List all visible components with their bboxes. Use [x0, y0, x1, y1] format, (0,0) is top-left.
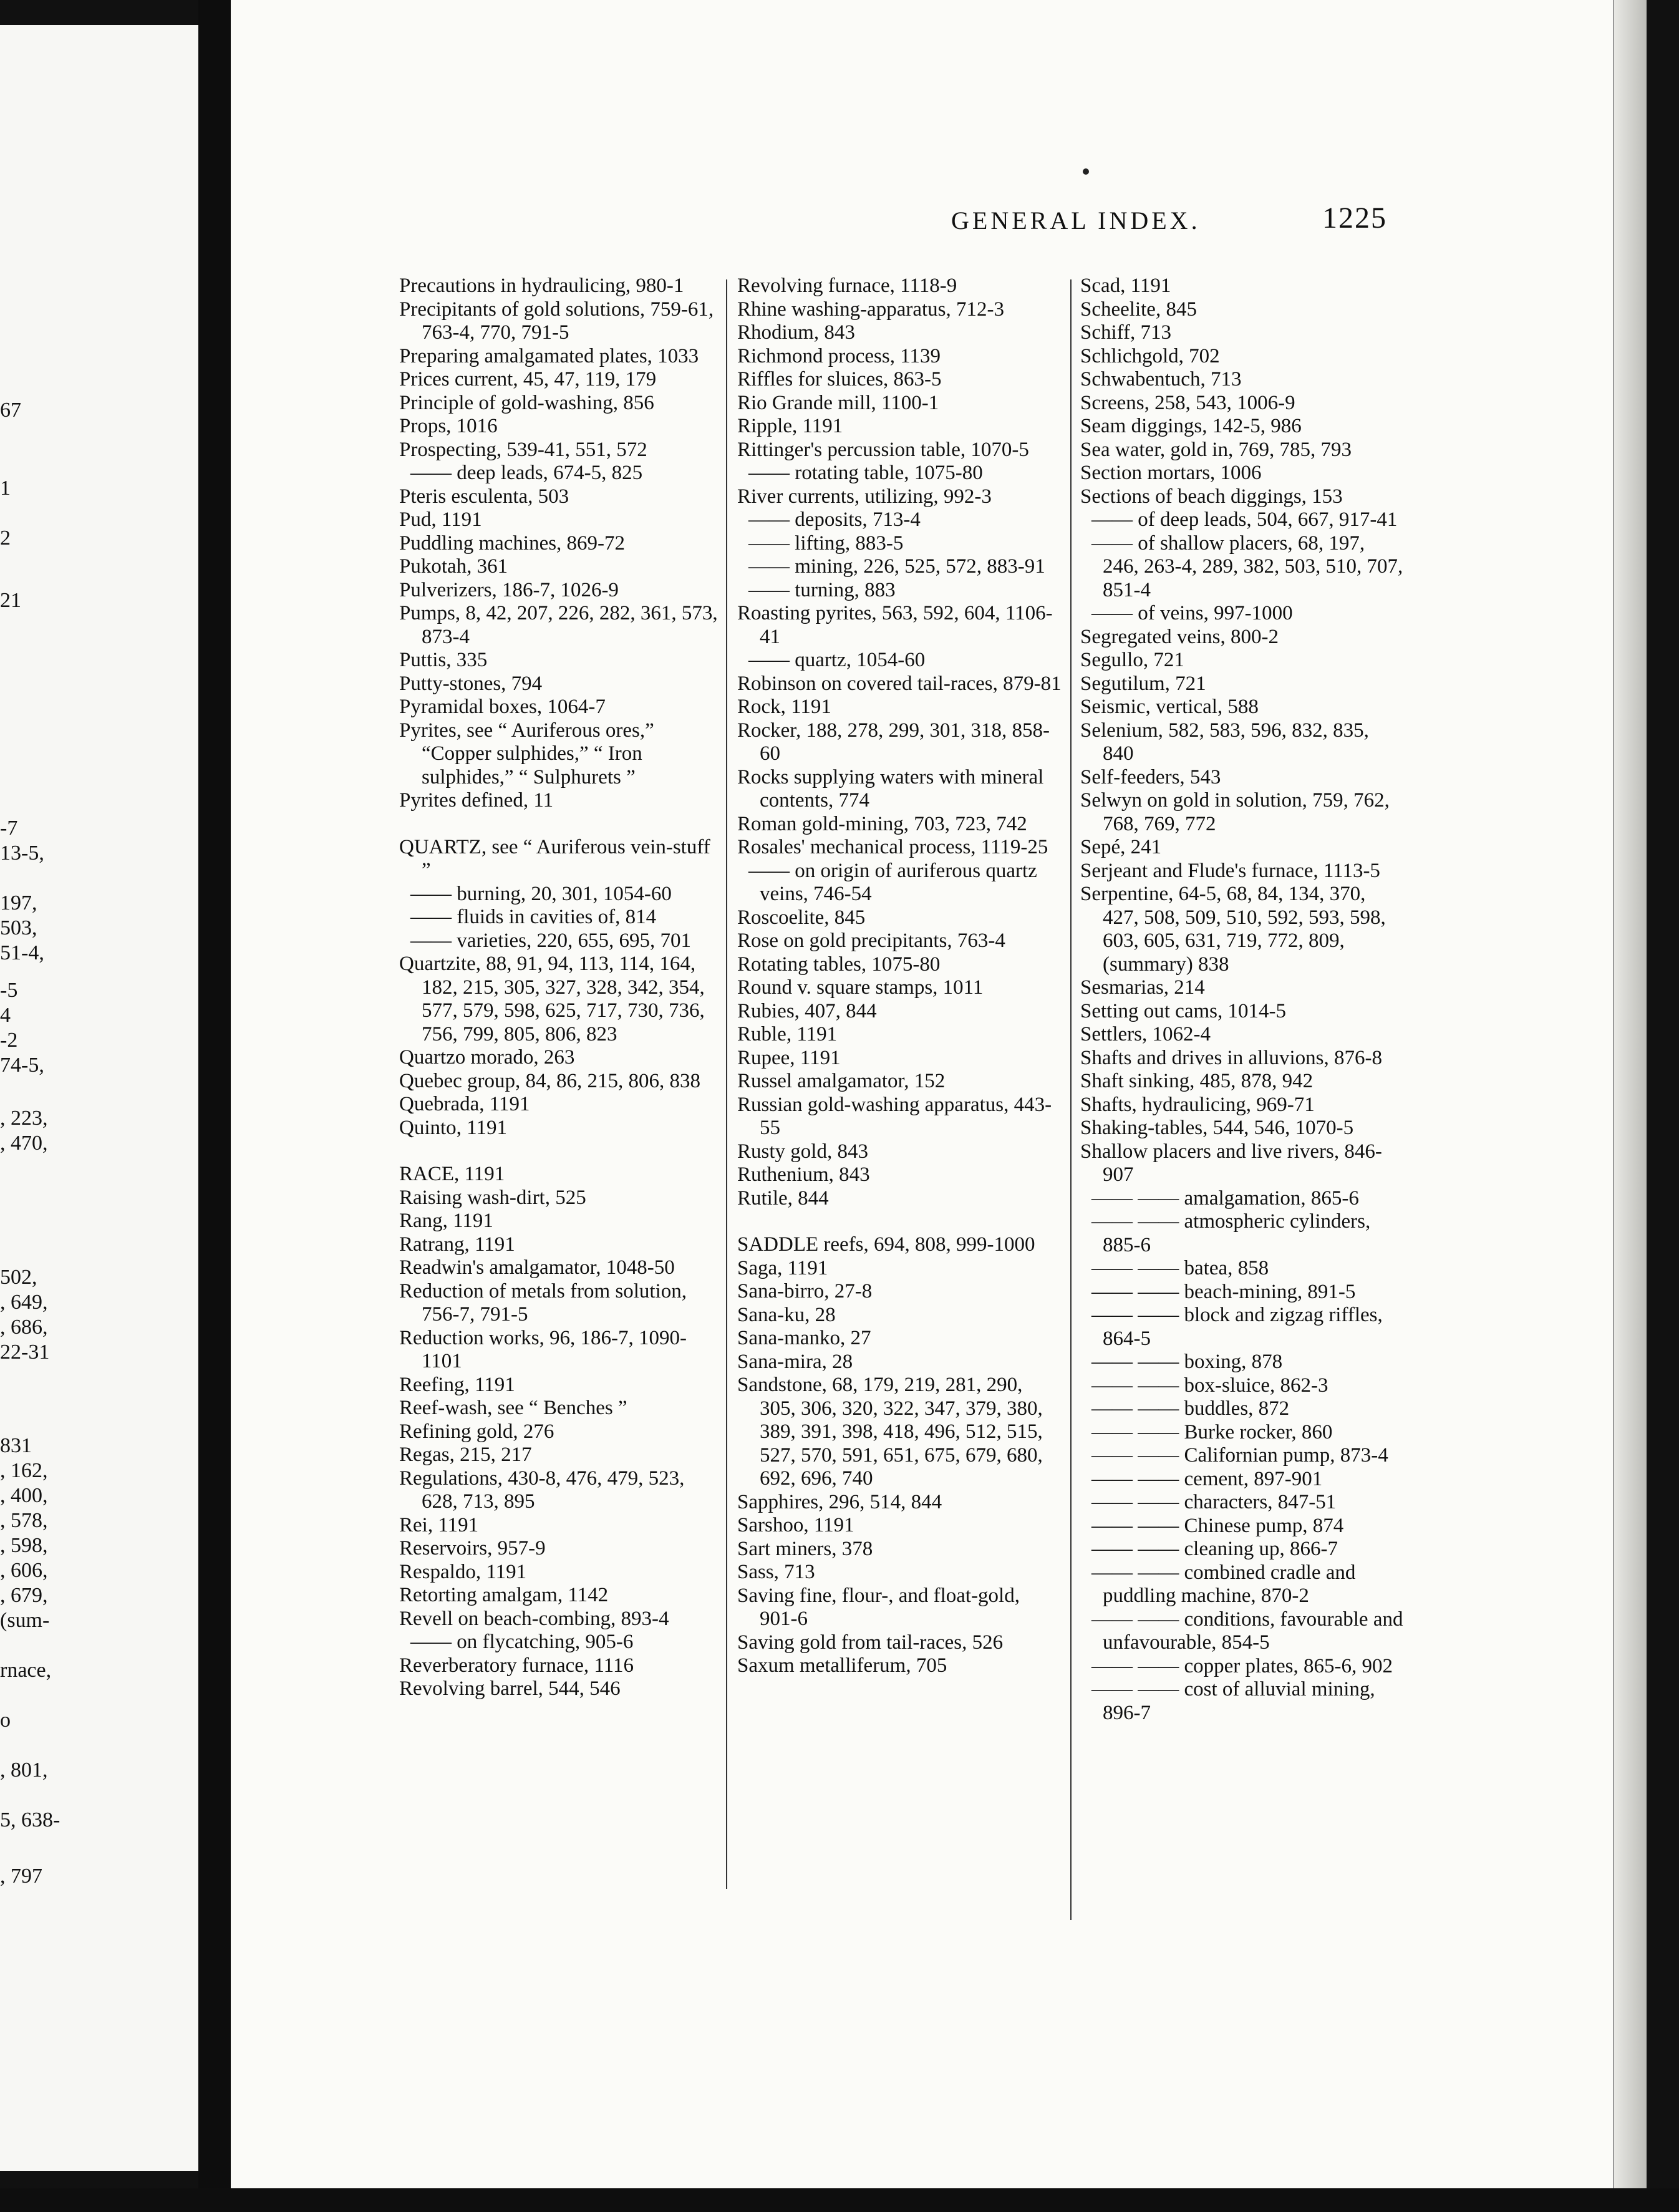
index-entry: Puddling machines, 869-72 — [399, 531, 626, 555]
index-entry: Ripple, 1191 — [737, 415, 843, 437]
index-entry: —— —— cost of alluvial mining, 896-7 — [1091, 1678, 1375, 1724]
index-entry: —— —— conditions, favourable and unfavourable, 854-5 — [1091, 1608, 1403, 1654]
index-entry: Shafts and drives in alluvions, 876-8 — [1080, 1046, 1382, 1069]
index-entry: Segullo, 721 — [1080, 649, 1184, 671]
index-entry: Richmond process, 1139 — [737, 344, 941, 367]
index-entry: Sesmarias, 214 — [1080, 976, 1205, 999]
index-entry: Quebrada, 1191 — [399, 1093, 530, 1115]
index-entry: Ruthenium, 843 — [737, 1163, 870, 1186]
index-entry: SADDLE reefs, 694, 808, 999-1000 — [737, 1233, 1035, 1256]
index-entry: Rotating tables, 1075-80 — [737, 953, 941, 976]
index-entry: Riffles for sluices, 863-5 — [737, 368, 942, 390]
left-page-fragment: 2 — [0, 526, 11, 550]
index-entry: Quartzo morado, 263 — [399, 1046, 575, 1069]
index-entry: Revolving barrel, 544, 546 — [399, 1677, 621, 1700]
index-entry: —— —— buddles, 872 — [1091, 1397, 1290, 1420]
index-entry: Respaldo, 1191 — [399, 1560, 527, 1583]
index-entry: —— mining, 226, 525, 572, 883-91 — [748, 555, 1045, 578]
index-entry: Self-feeders, 543 — [1080, 765, 1221, 788]
index-entry: Segregated veins, 800-2 — [1080, 625, 1279, 648]
index-entry: —— on flycatching, 905-6 — [410, 1631, 634, 1653]
index-entry: —— —— batea, 858 — [1091, 1257, 1269, 1279]
left-page-edge — [0, 25, 200, 2171]
index-entry: Sart miners, 378 — [737, 1537, 873, 1560]
index-entry: —— —— amalgamation, 865-6 — [1091, 1186, 1359, 1210]
index-entry: Retorting amalgam, 1142 — [399, 1584, 609, 1606]
index-entry: Scad, 1191 — [1080, 274, 1171, 297]
index-entry: Rusty gold, 843 — [737, 1140, 868, 1163]
index-entry: Russian gold-washing apparatus, 443-55 — [737, 1093, 1052, 1139]
left-page-fragment: rnace, — [0, 1659, 52, 1682]
column-rule — [726, 279, 727, 1889]
left-page-fragment: , 801, — [0, 1758, 48, 1782]
index-entry: Reduction of metals from solution, 756-7, 791-5 — [399, 1279, 687, 1326]
left-page-fragment: , 400, — [0, 1484, 48, 1507]
index-entry: —— of shallow placers, 68, 197, 246, 263-4, 289, 382, 503, 510, 707, 851-4 — [1091, 531, 1403, 601]
index-entry: Rose on gold precipitants, 763-4 — [737, 929, 1005, 952]
index-entry: Pyrites, see “ Auriferous ores,” “Copper sulphides,” “ Iron sulphides,” “ Sulphurets ” — [399, 719, 654, 788]
index-column-2 — [737, 274, 1062, 1678]
index-entry: Round v. square stamps, 1011 — [737, 976, 984, 999]
index-entry: —— lifting, 883-5 — [748, 531, 904, 555]
index-entry: Reduction works, 96, 186-7, 1090-1101 — [399, 1326, 687, 1372]
index-entry: —— quartz, 1054-60 — [748, 649, 926, 671]
index-entry: —— —— atmospheric cylinders, 885-6 — [1091, 1210, 1371, 1256]
index-entry: Reef-wash, see “ Benches ” — [399, 1397, 627, 1419]
index-entry: —— of deep leads, 504, 667, 917-41 — [1091, 508, 1398, 531]
index-entry: Regulations, 430-8, 476, 479, 523, 628, 713, 895 — [399, 1467, 685, 1513]
index-entry: Pyrites defined, 11 — [399, 789, 554, 812]
index-entry: Sarshoo, 1191 — [737, 1514, 854, 1536]
index-entry: River currents, utilizing, 992-3 — [737, 485, 992, 508]
index-entry: Selenium, 582, 583, 596, 832, 835, 840 — [1080, 719, 1369, 765]
index-entry: —— on origin of auriferous quartz veins, 746-54 — [748, 859, 1037, 905]
index-entry: Precipitants of gold solutions, 759-61, 763-4, 770, 791-5 — [399, 298, 714, 344]
index-entry: Reverberatory furnace, 1116 — [399, 1654, 634, 1677]
index-entry: Rosales' mechanical process, 1119-25 — [737, 836, 1048, 858]
index-entry: —— —— block and zigzag riffles, 864-5 — [1091, 1304, 1383, 1350]
index-entry: Sana-birro, 27-8 — [737, 1280, 873, 1302]
index-entry: Roasting pyrites, 563, 592, 604, 1106-41 — [737, 602, 1053, 648]
left-page-fragment: 197, — [0, 891, 37, 914]
ink-speck — [1083, 168, 1089, 175]
left-page-fragment: (sum- — [0, 1609, 50, 1632]
index-entry: Saga, 1191 — [737, 1256, 828, 1279]
column-rule — [1070, 279, 1072, 1920]
index-entry: —— —— cement, 897-901 — [1091, 1467, 1323, 1490]
index-entry: Reservoirs, 957-9 — [399, 1537, 546, 1560]
index-entry: —— turning, 883 — [748, 578, 896, 601]
index-entry: Serpentine, 64-5, 68, 84, 134, 370, 427, 508, 509, 510, 592, 593, 598, 603, 605, 631, 719, 772, 809, (summary) 838 — [1080, 883, 1386, 976]
index-entry: Schlichgold, 702 — [1080, 344, 1220, 367]
index-section-gap — [737, 1210, 1062, 1233]
index-entry: Robinson on covered tail-races, 879-81 — [737, 672, 1062, 695]
left-page-fragment: 1 — [0, 477, 11, 500]
index-entry: Rio Grande mill, 1100-1 — [737, 391, 939, 414]
index-entry: Rang, 1191 — [399, 1210, 493, 1232]
left-page-fragment: , 578, — [0, 1509, 48, 1532]
left-page-fragment: 51-4, — [0, 941, 44, 964]
index-entry: Rutile, 844 — [737, 1186, 829, 1210]
index-entry: Revell on beach-combing, 893-4 — [399, 1607, 669, 1630]
index-entry: Roscoelite, 845 — [737, 906, 866, 929]
index-entry: Segutilum, 721 — [1080, 672, 1206, 695]
index-entry: RACE, 1191 — [399, 1163, 505, 1185]
index-entry: Quinto, 1191 — [399, 1116, 507, 1139]
index-entry: Shaft sinking, 485, 878, 942 — [1080, 1070, 1314, 1092]
index-entry: Saving gold from tail-races, 526 — [737, 1631, 1004, 1654]
index-entry: Revolving furnace, 1118-9 — [737, 274, 957, 297]
scan-bottom-border — [0, 2188, 1679, 2212]
index-entry: Rupee, 1191 — [737, 1046, 841, 1069]
index-entry: Shafts, hydraulicing, 969-71 — [1080, 1093, 1315, 1116]
left-page-fragment: , 598, — [0, 1534, 48, 1557]
left-page-fragment: , 223, — [0, 1107, 48, 1130]
index-column-1 — [399, 274, 723, 1701]
left-page-fragment: 4 — [0, 1004, 11, 1027]
index-entry: Ratrang, 1191 — [399, 1233, 515, 1256]
index-column-3 — [1080, 274, 1405, 1725]
index-entry: Reefing, 1191 — [399, 1373, 515, 1396]
index-entry: Sana-manko, 27 — [737, 1327, 871, 1349]
index-entry: Precautions in hydraulicing, 980-1 — [399, 274, 684, 297]
left-page-fragment: , 679, — [0, 1584, 48, 1607]
index-entry: —— —— Californian pump, 873-4 — [1091, 1444, 1388, 1467]
index-entry: Putty-stones, 794 — [399, 672, 543, 695]
index-entry: Pulverizers, 186-7, 1026-9 — [399, 578, 619, 601]
index-entry: Props, 1016 — [399, 415, 498, 437]
index-entry: —— —— copper plates, 865-6, 902 — [1091, 1654, 1393, 1677]
left-page-fragment: -5 — [0, 979, 18, 1002]
index-entry: —— of veins, 997-1000 — [1091, 602, 1293, 624]
index-entry: Setting out cams, 1014-5 — [1080, 999, 1286, 1022]
index-entry: Rittinger's percussion table, 1070-5 — [737, 438, 1029, 461]
index-entry: Regas, 215, 217 — [399, 1443, 532, 1466]
index-entry: Quebec group, 84, 86, 215, 806, 838 — [399, 1069, 701, 1092]
index-entry: —— —— characters, 847-51 — [1091, 1491, 1337, 1513]
left-page-fragment: , 162, — [0, 1459, 48, 1482]
index-entry: Roman gold-mining, 703, 723, 742 — [737, 812, 1027, 835]
index-entry: Seismic, vertical, 588 — [1080, 696, 1259, 718]
index-entry: —— —— combined cradle and puddling machine, 870-2 — [1091, 1561, 1356, 1607]
index-entry: Russel amalgamator, 152 — [737, 1070, 946, 1092]
index-entry: —— fluids in cavities of, 814 — [410, 906, 657, 928]
index-entry: —— —— beach-mining, 891-5 — [1091, 1280, 1356, 1303]
index-entry: Shallow placers and live rivers, 846-907 — [1080, 1140, 1382, 1186]
left-page-fragment: , 470, — [0, 1132, 48, 1155]
index-entry: —— —— Chinese pump, 874 — [1091, 1514, 1344, 1537]
index-entry: Rei, 1191 — [399, 1513, 479, 1536]
index-entry: —— burning, 20, 301, 1054-60 — [410, 882, 672, 905]
index-entry: Pyramidal boxes, 1064-7 — [399, 696, 606, 718]
left-page-fragment: 21 — [0, 589, 21, 612]
index-entry: Settlers, 1062-4 — [1080, 1023, 1211, 1045]
index-entry: Selwyn on gold in solution, 759, 762, 768, 769, 772 — [1080, 789, 1390, 835]
index-entry: Sass, 713 — [737, 1561, 815, 1583]
left-page-fragment: o — [0, 1709, 11, 1732]
index-entry: Readwin's amalgamator, 1048-50 — [399, 1256, 675, 1279]
index-entry: Saxum metalliferum, 705 — [737, 1654, 947, 1677]
index-entry: Rocker, 188, 278, 299, 301, 318, 858-60 — [737, 719, 1050, 765]
left-page-fragment: -2 — [0, 1029, 18, 1052]
index-entry: —— —— Burke rocker, 860 — [1091, 1420, 1333, 1443]
index-entry: Sea water, gold in, 769, 785, 793 — [1080, 438, 1352, 461]
index-entry: —— deposits, 713-4 — [748, 508, 921, 531]
index-entry: Scheelite, 845 — [1080, 298, 1197, 321]
index-entry: Sections of beach diggings, 153 — [1080, 485, 1343, 508]
index-entry: —— —— boxing, 878 — [1091, 1351, 1283, 1373]
index-entry: Refining gold, 276 — [399, 1420, 554, 1443]
index-entry: Preparing amalgamated plates, 1033 — [399, 344, 699, 367]
index-entry: Sepé, 241 — [1080, 836, 1162, 858]
index-entry: —— —— cleaning up, 866-7 — [1091, 1538, 1338, 1560]
left-page-fragment: 74-5, — [0, 1054, 44, 1077]
index-entry: Sana-ku, 28 — [737, 1303, 836, 1326]
index-entry: —— varieties, 220, 655, 695, 701 — [410, 929, 692, 952]
left-page-fragment: 22-31 — [0, 1341, 50, 1364]
index-section-gap — [399, 1140, 723, 1163]
left-page-fragment: 5, 638- — [0, 1808, 60, 1831]
running-head-title: GENERAL INDEX. — [951, 206, 1201, 235]
index-entry: Quartzite, 88, 91, 94, 113, 114, 164, 182, 215, 305, 327, 328, 342, 354, 577, 579, 598, 625, 717, 730, 736, 756, 799, 805, 806, 823 — [399, 953, 705, 1045]
index-entry: —— deep leads, 674-5, 825 — [410, 462, 643, 484]
index-entry: Rock, 1191 — [737, 696, 831, 718]
left-page-fragment: 503, — [0, 916, 37, 939]
index-entry: Seam diggings, 142-5, 986 — [1080, 415, 1302, 437]
book-gutter — [198, 0, 231, 2212]
index-entry: —— rotating table, 1075-80 — [748, 462, 983, 484]
index-entry: QUARTZ, see “ Auriferous vein-stuff ” — [399, 835, 710, 881]
index-entry: Ruble, 1191 — [737, 1023, 838, 1045]
index-entry: Rhine washing-apparatus, 712-3 — [737, 298, 1004, 321]
index-entry: Rhodium, 843 — [737, 321, 855, 344]
index-entry: Pteris esculenta, 503 — [399, 485, 569, 508]
index-entry: Principle of gold-washing, 856 — [399, 391, 654, 414]
index-entry: Puttis, 335 — [399, 649, 488, 671]
index-entry: —— —— box-sluice, 862-3 — [1091, 1374, 1328, 1397]
index-entry: Shaking-tables, 544, 546, 1070-5 — [1080, 1117, 1354, 1139]
index-section-gap — [399, 813, 723, 836]
index-entry: Prospecting, 539-41, 551, 572 — [399, 438, 647, 461]
index-entry: Schiff, 713 — [1080, 321, 1172, 344]
index-entry: Saving fine, flour-, and float-gold, 901-6 — [737, 1584, 1020, 1630]
index-entry: Screens, 258, 543, 1006-9 — [1080, 391, 1295, 414]
index-entry: Prices current, 45, 47, 119, 179 — [399, 368, 657, 390]
left-page-fragment: 67 — [0, 399, 21, 422]
index-entry: Section mortars, 1006 — [1080, 462, 1262, 484]
left-page-fragment: 831 — [0, 1434, 32, 1457]
left-page-fragment: 13-5, — [0, 842, 44, 865]
left-page-fragment: , 606, — [0, 1559, 48, 1582]
index-entry: Rocks supplying waters with mineral contents, 774 — [737, 765, 1044, 812]
index-page — [231, 0, 1647, 2212]
left-page-fragment: , 686, — [0, 1316, 48, 1339]
index-entry: Schwabentuch, 713 — [1080, 368, 1242, 390]
index-entry: Sapphires, 296, 514, 844 — [737, 1490, 942, 1513]
index-entry: Pumps, 8, 42, 207, 226, 282, 361, 573, 873-4 — [399, 602, 718, 648]
left-page-fragment: -7 — [0, 817, 18, 840]
index-entry: Pud, 1191 — [399, 508, 482, 531]
left-page-fragment: , 649, — [0, 1291, 48, 1314]
index-entry: Pukotah, 361 — [399, 555, 508, 578]
index-entry: Sana-mira, 28 — [737, 1350, 853, 1373]
left-page-fragment: 502, — [0, 1266, 37, 1289]
index-entry: Raising wash-dirt, 525 — [399, 1186, 586, 1209]
page-number: 1225 — [1322, 201, 1387, 235]
left-page-fragment: , 797 — [0, 1865, 42, 1888]
index-entry: Sandstone, 68, 179, 219, 281, 290, 305, 306, 320, 322, 347, 379, 380, 389, 391, 398, 418, 496, 512, 515, 527, 570, 591, 651, 675, 679, 680, 692, 696, 740 — [737, 1374, 1043, 1490]
page-thickness-edge — [1613, 0, 1647, 2212]
index-entry: Serjeant and Flude's furnace, 1113-5 — [1080, 859, 1380, 882]
index-entry: Rubies, 407, 844 — [737, 999, 877, 1022]
